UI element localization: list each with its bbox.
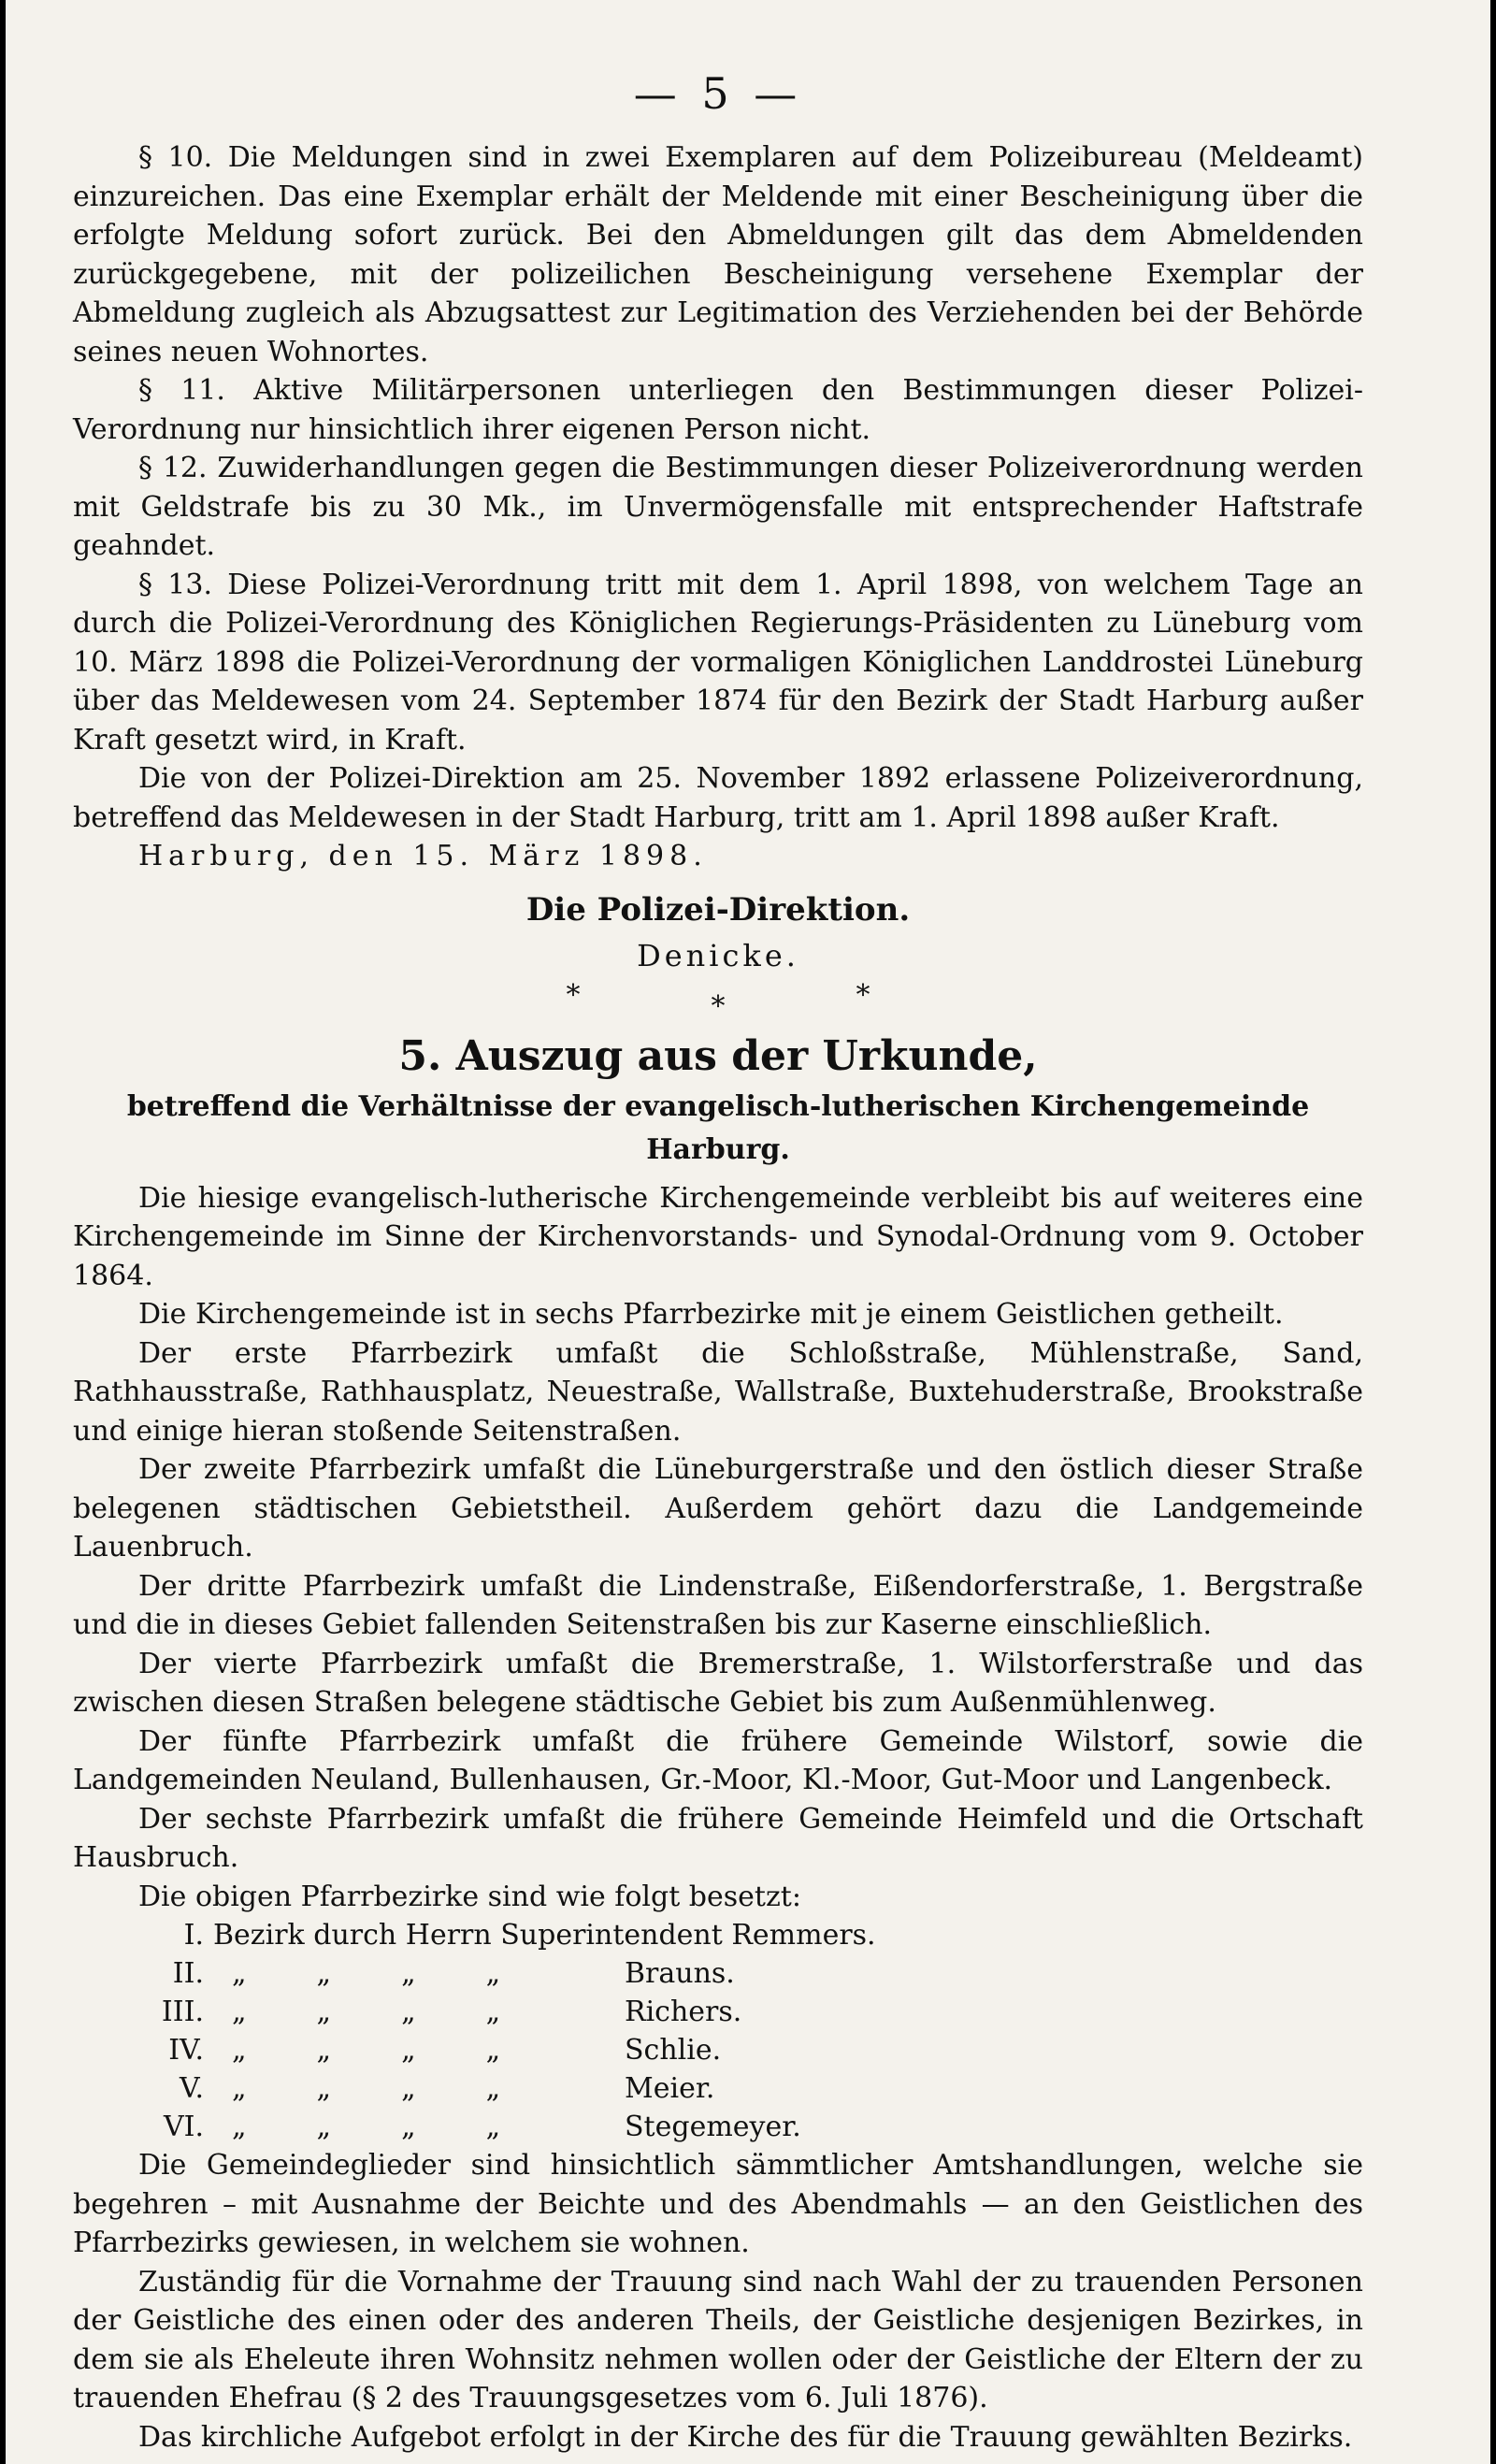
page-content: [73, 56, 1363, 2457]
ditto-mark: „: [316, 1996, 332, 2028]
paragraph-section-12: § 12. Zuwiderhandlungen gegen die Bestimmungen dieser Polizeiverordnung werden mit Geldstrafe bis zu 30 Mk., im Unvermögensfalle mit entsprechender Haftstrafe geahndet.: [73, 452, 1363, 562]
district-number: I.: [183, 1919, 204, 1952]
paragraph-district-3: Der dritte Pfarrbezirk umfaßt die Lindenstraße, Eißendorferstraße, 1. Bergstraße und die in dieses Gebiet fallenden Seitenstraßen bis zur Kaserne einschließlich.: [73, 1569, 1363, 1641]
district-list: [73, 1916, 1363, 2146]
ditto-mark: „: [232, 1957, 247, 1990]
paragraph-section-13: § 13. Diese Polizei-Verordnung tritt mit dem 1. April 1898, von welchem Tage an durch die Polizei-Verordnung des Königlichen Regierungs-Präsidenten zu Lüneburg vom 10. März 1898 die Polizei-Verordnung der vormaligen Königlichen Landdrostei Lüneburg über das Meldewesen vom 24. September 1874 für den Bezirk der Stadt Harburg außer Kraft gesetzt wird, in Kraft.: [73, 568, 1363, 756]
section-separator: [73, 977, 1363, 1023]
signature-title: Die Polizei-Direktion.: [525, 890, 911, 929]
pastor-name: Brauns.: [625, 1957, 735, 1990]
paragraph-section-10: § 10. Die Meldungen sind in zwei Exemplaren auf dem Polizeibureau (Meldeamt) einzureichen. Das eine Exemplar erhält der Meldende mit einer Bescheinigung über die erfolgte Meldung sofort zurück. Bei den Abmeldungen gilt das dem Abmeldenden zurückgegebene, mit der polizeilichen Bescheinigung versehene Exemplar der Abmeldung zugleich als Abzugsattest zur Legitimation des Verziehenden bei der Behörde seines neuen Wohnortes.: [73, 141, 1363, 368]
section-subheading: betreffend die Verhältnisse der evangelisch-lutherischen Kirchengemeinde Harburg.: [126, 1089, 1310, 1166]
ditto-mark: „: [485, 2072, 501, 2105]
list-item: [73, 1954, 1363, 1993]
ditto-mark: „: [401, 2111, 416, 2143]
ditto-mark: „: [401, 2034, 416, 2067]
paragraph-district-4: Der vierte Pfarrbezirk umfaßt die Bremerstraße, 1. Wilstorferstraße und das zwischen diesen Straßen belegene städtische Gebiet bis zum Außenmühlenweg.: [73, 1647, 1363, 1719]
list-item: [73, 1916, 1363, 1954]
list-item: [73, 1993, 1363, 2031]
signature-name: Denicke.: [637, 937, 799, 973]
ditto-mark: „: [485, 1957, 501, 1990]
ditto-marks: [213, 2069, 625, 2108]
paragraph-district-5: Der fünfte Pfarrbezirk umfaßt die frühere Gemeinde Wilstorf, sowie die Landgemeinden Neuland, Bullenhausen, Gr.-Moor, Kl.-Moor, Gut-Moor und Langenbeck.: [73, 1724, 1363, 1796]
paragraph-official-acts: Die Gemeindeglieder sind hinsichtlich sämmtlicher Amtshandlungen, welche sie begehren – mit Ausnahme der Beichte und des Abendmahls — an den Geistlichen des Pfarrbezirks gewiesen, in welchem sie wohnen.: [73, 2149, 1363, 2259]
paragraph-congregation: Die hiesige evangelisch-lutherische Kirchengemeinde verbleibt bis auf weiteres eine Kirchengemeinde im Sinne der Kirchenvorstands- und Synodal-Ordnung vom 9. October 1864.: [73, 1181, 1363, 1292]
paragraph-marriage: Zuständig für die Vornahme der Trauung sind nach Wahl der zu trauenden Personen der Geistliche des einen oder des anderen Theils, der Geistliche desjenigen Bezirkes, in dem sie als Eheleute ihren Wohnsitz nehmen wollen oder der Geistliche der Eltern der zu trauenden Ehefrau (§ 2 des Trauungsgesetzes vom 6. Juli 1876).: [73, 2265, 1363, 2414]
pastor-name: Stegemeyer.: [625, 2111, 801, 2143]
paragraph-district-6: Der sechste Pfarrbezirk umfaßt die frühere Gemeinde Heimfeld und die Ortschaft Hausbruch.: [73, 1802, 1363, 1874]
section-heading: 5. Auszug aus der Urkunde,: [398, 1031, 1038, 1080]
separator-star: *: [856, 978, 870, 1012]
ditto-mark: „: [401, 1957, 416, 1990]
paragraph-repeal: Die von der Polizei-Direktion am 25. November 1892 erlassene Polizeiverordnung, betreffend das Meldewesen in der Stadt Harburg, tritt am 1. April 1898 außer Kraft.: [73, 762, 1363, 834]
ditto-mark: „: [316, 2072, 332, 2105]
list-item: [73, 2031, 1363, 2069]
ditto-mark: „: [485, 2111, 501, 2143]
paragraph-district-2: Der zweite Pfarrbezirk umfaßt die Lüneburgerstraße und den östlich dieser Straße belegenen städtischen Gebietstheil. Außerdem gehört dazu die Landgemeinde Lauenbruch.: [73, 1453, 1363, 1563]
ditto-marks: [213, 2108, 625, 2146]
document-page: [6, 0, 1490, 2464]
page-number: — 5 —: [633, 68, 803, 119]
pastor-name: Schlie.: [625, 2034, 722, 2067]
ditto-marks: [213, 1993, 625, 2031]
list-item: [73, 2108, 1363, 2146]
ditto-mark: „: [485, 1996, 501, 2028]
ditto-mark: „: [316, 2111, 332, 2143]
paragraph-district-1: Der erste Pfarrbezirk umfaßt die Schloßstraße, Mühlenstraße, Sand, Rathhausstraße, Rathhausplatz, Neuestraße, Wallstraße, Buxtehuderstraße, Brookstraße und einige hieran stoßende Seitenstraßen.: [73, 1336, 1363, 1448]
place-date: Harburg, den 15. März 1898.: [138, 840, 708, 872]
ditto-mark: „: [232, 2072, 247, 2105]
paragraph-districts: Die Kirchengemeinde ist in sechs Pfarrbezirke mit je einem Geistlichen getheilt.: [138, 1298, 1284, 1331]
paragraph-section-11: § 11. Aktive Militärpersonen unterliegen den Bestimmungen dieser Polizei-Verordnung nur hinsichtlich ihrer eigenen Person nicht.: [73, 374, 1363, 446]
pastor-name: Meier.: [625, 2072, 715, 2105]
ditto-mark: „: [401, 2072, 416, 2105]
ditto-mark: „: [232, 2111, 247, 2143]
district-number: IV.: [168, 2034, 204, 2067]
pastor-name: Richers.: [625, 1996, 742, 2028]
paragraph-assignment-intro: Die obigen Pfarrbezirke sind wie folgt besetzt:: [138, 1880, 801, 1913]
ditto-marks: [213, 2031, 625, 2069]
ditto-mark: „: [232, 1996, 247, 2028]
ditto-mark: „: [232, 2034, 247, 2067]
district-number: II.: [172, 1957, 204, 1990]
district-text: Bezirk durch Herrn Superintendent Remmers.: [213, 1919, 876, 1952]
district-number: III.: [161, 1996, 204, 2028]
ditto-mark: „: [316, 2034, 332, 2067]
ditto-marks: [213, 1954, 625, 1993]
district-number: V.: [180, 2072, 204, 2105]
list-item: [73, 2069, 1363, 2108]
separator-star: *: [566, 978, 581, 1012]
ditto-mark: „: [485, 2034, 501, 2067]
separator-star: *: [711, 989, 726, 1023]
paragraph-banns: Das kirchliche Aufgebot erfolgt in der Kirche des für die Trauung gewählten Bezirks.: [138, 2420, 1353, 2454]
district-number: VI.: [163, 2111, 204, 2143]
ditto-mark: „: [401, 1996, 416, 2028]
ditto-mark: „: [316, 1957, 332, 1990]
